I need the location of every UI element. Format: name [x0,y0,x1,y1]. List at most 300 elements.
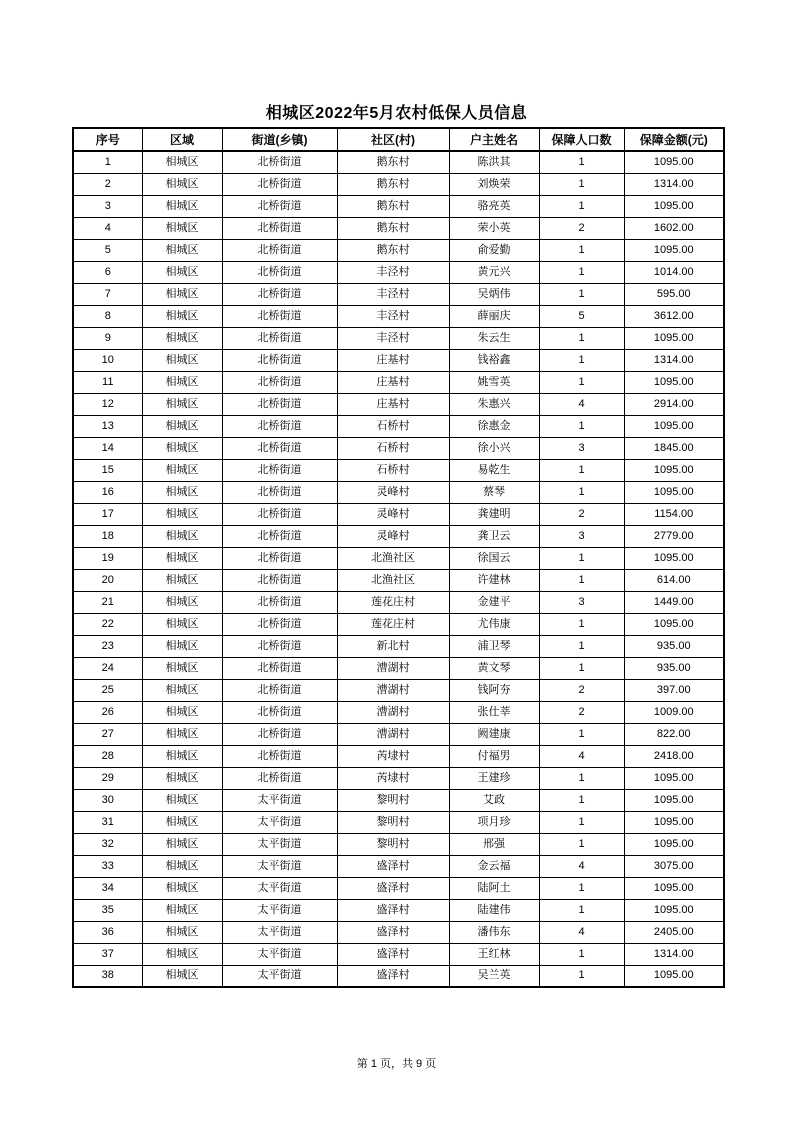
table-cell: 陈洪其 [449,151,539,173]
table-cell: 4 [73,217,142,239]
table-cell: 姚雪英 [449,371,539,393]
table-cell: 徐国云 [449,547,539,569]
table-cell: 北桥街道 [222,349,337,371]
table-cell: 北桥街道 [222,195,337,217]
table-cell: 13 [73,415,142,437]
table-cell: 相城区 [142,613,222,635]
table-cell: 1095.00 [624,481,724,503]
table-cell: 北桥街道 [222,481,337,503]
table-cell: 1095.00 [624,789,724,811]
table-cell: 3 [539,437,624,459]
table-row [73,393,724,415]
table-cell: 1 [539,723,624,745]
table-cell: 相城区 [142,437,222,459]
table-cell: 1 [539,833,624,855]
table-cell: 1 [539,613,624,635]
table-cell: 北桥街道 [222,569,337,591]
table-cell: 1095.00 [624,459,724,481]
table-cell: 徐惠金 [449,415,539,437]
table-cell: 盛泽村 [337,855,449,877]
table-cell: 8 [73,305,142,327]
table-cell: 项月珍 [449,811,539,833]
table-container [72,127,725,988]
table-cell: 相城区 [142,305,222,327]
table-cell: 相城区 [142,349,222,371]
table-cell: 2 [539,701,624,723]
table-cell: 北桥街道 [222,767,337,789]
table-cell: 石桥村 [337,415,449,437]
table-cell: 1154.00 [624,503,724,525]
table-cell: 朱惠兴 [449,393,539,415]
table-cell: 1314.00 [624,349,724,371]
table-cell: 相城区 [142,833,222,855]
table-row [73,679,724,701]
table-cell: 丰泾村 [337,261,449,283]
table-cell: 庄基村 [337,393,449,415]
table-row [73,789,724,811]
table-cell: 陆阿土 [449,877,539,899]
table-cell: 潘伟东 [449,921,539,943]
table-cell: 相城区 [142,261,222,283]
table-cell: 丰泾村 [337,327,449,349]
table-cell: 北桥街道 [222,547,337,569]
table-row [73,481,724,503]
table-cell: 614.00 [624,569,724,591]
table-cell: 鹅东村 [337,151,449,173]
table-row [73,569,724,591]
table-cell: 1 [539,789,624,811]
table-cell: 2779.00 [624,525,724,547]
table-cell: 15 [73,459,142,481]
table-row [73,745,724,767]
table-cell: 23 [73,635,142,657]
table-cell: 金建平 [449,591,539,613]
table-row [73,239,724,261]
table-cell: 1 [539,261,624,283]
table-cell: 芮埭村 [337,745,449,767]
table-cell: 7 [73,283,142,305]
table-cell: 1 [73,151,142,173]
table-row [73,635,724,657]
table-cell: 金云福 [449,855,539,877]
table-cell: 30 [73,789,142,811]
table-cell: 12 [73,393,142,415]
table-cell: 俞爱勤 [449,239,539,261]
table-cell: 黄元兴 [449,261,539,283]
table-cell: 3075.00 [624,855,724,877]
table-cell: 灵峰村 [337,525,449,547]
table-cell: 易乾生 [449,459,539,481]
table-cell: 32 [73,833,142,855]
table-cell: 陆建伟 [449,899,539,921]
table-cell: 25 [73,679,142,701]
table-cell: 22 [73,613,142,635]
table-cell: 相城区 [142,173,222,195]
table-row [73,701,724,723]
table-cell: 28 [73,745,142,767]
table-cell: 1095.00 [624,833,724,855]
table-cell: 钱阿夯 [449,679,539,701]
table-row [73,547,724,569]
table-cell: 相城区 [142,745,222,767]
table-cell: 1602.00 [624,217,724,239]
table-cell: 灵峰村 [337,503,449,525]
table-cell: 阙建康 [449,723,539,745]
table-cell: 1095.00 [624,877,724,899]
table-cell: 1 [539,943,624,965]
table-row [73,767,724,789]
table-cell: 新北村 [337,635,449,657]
table-cell: 相城区 [142,503,222,525]
table-cell: 相城区 [142,899,222,921]
table-row [73,503,724,525]
table-cell: 1095.00 [624,899,724,921]
table-cell: 相城区 [142,965,222,987]
table-cell: 漕湖村 [337,657,449,679]
table-cell: 相城区 [142,569,222,591]
table-cell: 36 [73,921,142,943]
table-row [73,437,724,459]
table-cell: 相城区 [142,811,222,833]
table-cell: 21 [73,591,142,613]
table-cell: 20 [73,569,142,591]
table-cell: 漕湖村 [337,723,449,745]
table-cell: 1009.00 [624,701,724,723]
table-cell: 北桥街道 [222,723,337,745]
table-cell: 1095.00 [624,151,724,173]
table-cell: 1 [539,349,624,371]
table-row [73,217,724,239]
table-cell: 3 [539,525,624,547]
table-cell: 北桥街道 [222,151,337,173]
table-cell: 18 [73,525,142,547]
table-cell: 太平街道 [222,899,337,921]
table-cell: 莲花庄村 [337,591,449,613]
table-cell: 1095.00 [624,547,724,569]
table-cell: 北桥街道 [222,459,337,481]
table-cell: 相城区 [142,767,222,789]
table-cell: 张仕莘 [449,701,539,723]
table-cell: 相城区 [142,217,222,239]
table-cell: 北桥街道 [222,283,337,305]
table-cell: 37 [73,943,142,965]
table-row [73,349,724,371]
table-cell: 4 [539,855,624,877]
table-cell: 14 [73,437,142,459]
table-cell: 相城区 [142,635,222,657]
table-cell: 北桥街道 [222,305,337,327]
table-cell: 相城区 [142,855,222,877]
table-cell: 太平街道 [222,877,337,899]
table-cell: 4 [539,921,624,943]
table-cell: 北桥街道 [222,701,337,723]
table-cell: 1 [539,371,624,393]
table-cell: 鹅东村 [337,195,449,217]
table-cell: 北桥街道 [222,591,337,613]
table-row [73,327,724,349]
table-cell: 庄基村 [337,349,449,371]
table-row [73,855,724,877]
table-row [73,415,724,437]
table-row [73,591,724,613]
table-cell: 1 [539,481,624,503]
table-cell: 蔡琴 [449,481,539,503]
table-cell: 822.00 [624,723,724,745]
table-cell: 相城区 [142,525,222,547]
table-row [73,173,724,195]
table-cell: 6 [73,261,142,283]
table-cell: 鹅东村 [337,173,449,195]
table-cell: 北桥街道 [222,239,337,261]
table-cell: 北桥街道 [222,635,337,657]
table-cell: 荣小英 [449,217,539,239]
benefits-table [72,127,725,988]
table-cell: 相城区 [142,723,222,745]
table-cell: 1095.00 [624,415,724,437]
table-cell: 太平街道 [222,855,337,877]
table-cell: 9 [73,327,142,349]
table-cell: 1095.00 [624,327,724,349]
table-cell: 2 [73,173,142,195]
table-cell: 33 [73,855,142,877]
table-cell: 38 [73,965,142,987]
table-cell: 黄文琴 [449,657,539,679]
table-cell: 1449.00 [624,591,724,613]
table-cell: 1 [539,151,624,173]
table-cell: 龚卫云 [449,525,539,547]
table-cell: 1095.00 [624,371,724,393]
table-cell: 邢强 [449,833,539,855]
table-cell: 31 [73,811,142,833]
table-cell: 尤伟康 [449,613,539,635]
table-cell: 黎明村 [337,789,449,811]
table-cell: 935.00 [624,635,724,657]
table-cell: 595.00 [624,283,724,305]
table-cell: 17 [73,503,142,525]
table-cell: 付福男 [449,745,539,767]
table-cell: 相城区 [142,877,222,899]
table-cell: 26 [73,701,142,723]
table-cell: 龚建明 [449,503,539,525]
table-cell: 钱裕鑫 [449,349,539,371]
table-row [73,833,724,855]
table-cell: 北桥街道 [222,327,337,349]
table-cell: 骆亮英 [449,195,539,217]
table-cell: 29 [73,767,142,789]
table-row [73,965,724,987]
table-cell: 1314.00 [624,173,724,195]
table-cell: 1845.00 [624,437,724,459]
table-row [73,525,724,547]
table-cell: 漕湖村 [337,701,449,723]
table-cell: 盛泽村 [337,877,449,899]
table-cell: 1314.00 [624,943,724,965]
table-cell: 11 [73,371,142,393]
table-cell: 吴兰英 [449,965,539,987]
table-cell: 相城区 [142,327,222,349]
table-cell: 盛泽村 [337,943,449,965]
table-cell: 3 [539,591,624,613]
table-row [73,657,724,679]
table-cell: 1 [539,965,624,987]
table-cell: 太平街道 [222,789,337,811]
table-cell: 黎明村 [337,811,449,833]
table-cell: 相城区 [142,393,222,415]
table-row [73,459,724,481]
table-cell: 北渔社区 [337,547,449,569]
table-cell: 石桥村 [337,459,449,481]
table-cell: 1 [539,415,624,437]
table-cell: 5 [539,305,624,327]
table-cell: 相城区 [142,657,222,679]
table-cell: 相城区 [142,943,222,965]
table-row [73,921,724,943]
table-cell: 34 [73,877,142,899]
table-cell: 1 [539,547,624,569]
page-title: 相城区2022年5月农村低保人员信息 [265,105,528,122]
table-cell: 相城区 [142,415,222,437]
column-header: 社区(村) [337,128,449,151]
table-cell: 相城区 [142,195,222,217]
table-row [73,371,724,393]
table-cell: 相城区 [142,679,222,701]
table-cell: 许建林 [449,569,539,591]
table-row [73,283,724,305]
table-cell: 3612.00 [624,305,724,327]
table-row [73,613,724,635]
table-cell: 1095.00 [624,239,724,261]
table-cell: 丰泾村 [337,305,449,327]
table-cell: 太平街道 [222,921,337,943]
column-header: 序号 [73,128,142,151]
table-cell: 2 [539,217,624,239]
table-cell: 刘焕荣 [449,173,539,195]
column-header: 区域 [142,128,222,151]
table-cell: 北桥街道 [222,371,337,393]
table-cell: 24 [73,657,142,679]
table-cell: 丰泾村 [337,283,449,305]
table-cell: 北桥街道 [222,393,337,415]
table-cell: 1095.00 [624,195,724,217]
table-cell: 太平街道 [222,943,337,965]
table-cell: 北桥街道 [222,613,337,635]
table-row [73,811,724,833]
table-cell: 灵峰村 [337,481,449,503]
table-row [73,899,724,921]
table-cell: 相城区 [142,481,222,503]
table-cell: 1 [539,195,624,217]
table-cell: 相城区 [142,547,222,569]
table-cell: 5 [73,239,142,261]
table-cell: 1 [539,635,624,657]
column-header: 街道(乡镇) [222,128,337,151]
table-cell: 2418.00 [624,745,724,767]
table-cell: 3 [73,195,142,217]
table-cell: 相城区 [142,371,222,393]
table-cell: 漕湖村 [337,679,449,701]
table-cell: 黎明村 [337,833,449,855]
table-cell: 盛泽村 [337,921,449,943]
table-cell: 北桥街道 [222,437,337,459]
table-cell: 1 [539,173,624,195]
table-cell: 1014.00 [624,261,724,283]
table-cell: 2405.00 [624,921,724,943]
table-cell: 鹅东村 [337,217,449,239]
table-row [73,261,724,283]
table-cell: 北桥街道 [222,261,337,283]
table-cell: 北桥街道 [222,503,337,525]
column-header: 户主姓名 [449,128,539,151]
table-cell: 1 [539,459,624,481]
table-cell: 2914.00 [624,393,724,415]
table-row [73,151,724,173]
table-cell: 相城区 [142,283,222,305]
table-row [73,195,724,217]
table-cell: 北桥街道 [222,415,337,437]
table-cell: 石桥村 [337,437,449,459]
table-row [73,877,724,899]
column-header: 保障金额(元) [624,128,724,151]
table-cell: 2 [539,679,624,701]
table-cell: 太平街道 [222,833,337,855]
table-cell: 1095.00 [624,613,724,635]
table-cell: 19 [73,547,142,569]
table-cell: 吴炳伟 [449,283,539,305]
table-cell: 北桥街道 [222,173,337,195]
table-cell: 太平街道 [222,965,337,987]
table-cell: 朱云生 [449,327,539,349]
table-cell: 16 [73,481,142,503]
table-cell: 1 [539,569,624,591]
table-cell: 2 [539,503,624,525]
table-cell: 芮埭村 [337,767,449,789]
table-cell: 1 [539,327,624,349]
table-row [73,943,724,965]
table-cell: 北桥街道 [222,657,337,679]
table-cell: 1 [539,767,624,789]
table-cell: 1 [539,657,624,679]
table-cell: 相城区 [142,459,222,481]
table-cell: 北桥街道 [222,679,337,701]
table-cell: 相城区 [142,701,222,723]
table-cell: 35 [73,899,142,921]
column-header: 保障人口数 [539,128,624,151]
page-number-footer: 第 1 页，共 9 页 [356,1058,437,1070]
table-cell: 相城区 [142,239,222,261]
table-cell: 盛泽村 [337,965,449,987]
table-cell: 1 [539,811,624,833]
table-cell: 鹅东村 [337,239,449,261]
table-cell: 27 [73,723,142,745]
table-cell: 1 [539,899,624,921]
table-cell: 盛泽村 [337,899,449,921]
table-cell: 莲花庄村 [337,613,449,635]
table-cell: 1095.00 [624,811,724,833]
table-cell: 相城区 [142,151,222,173]
table-header-row [73,128,724,151]
table-cell: 397.00 [624,679,724,701]
table-cell: 薛丽庆 [449,305,539,327]
table-cell: 北桥街道 [222,525,337,547]
table-cell: 王红林 [449,943,539,965]
table-cell: 相城区 [142,921,222,943]
table-cell: 1 [539,283,624,305]
table-cell: 4 [539,393,624,415]
table-cell: 相城区 [142,591,222,613]
table-cell: 徐小兴 [449,437,539,459]
table-cell: 北桥街道 [222,745,337,767]
table-row [73,305,724,327]
